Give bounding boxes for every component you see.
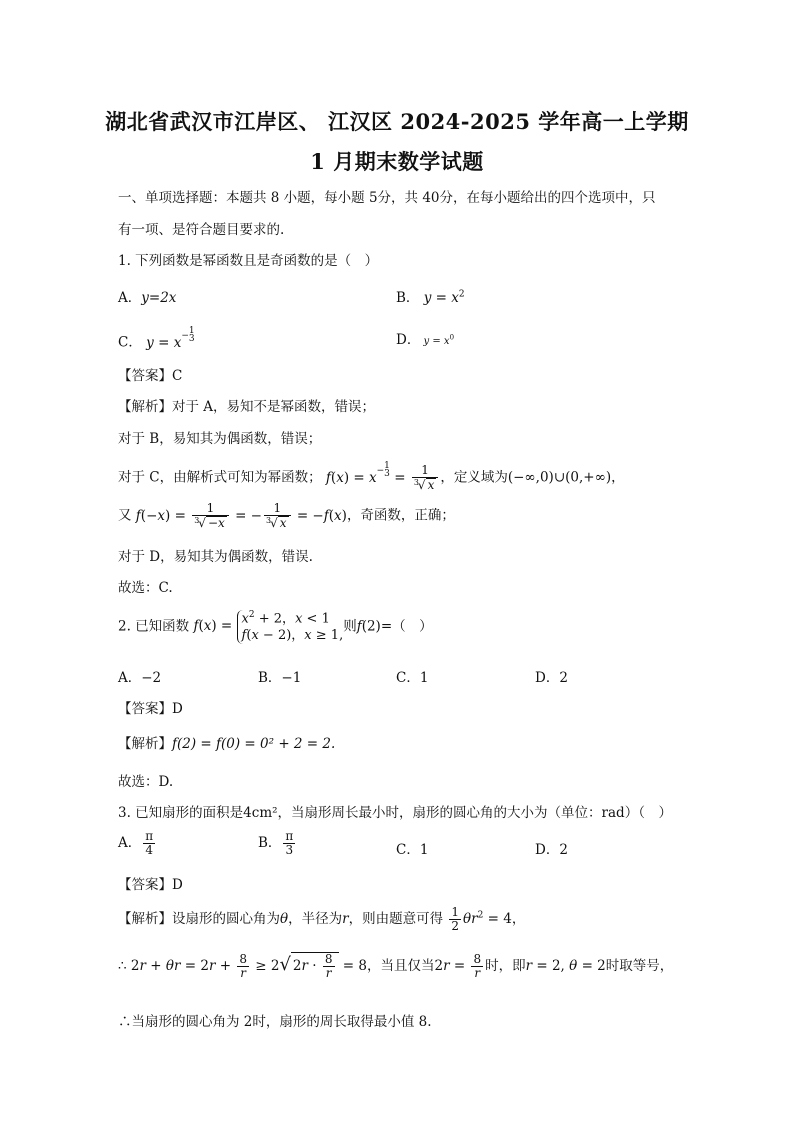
document-title-line1: 湖北省武汉市江岸区、 江汉区 2024-2025 学年高一上学期 [105,109,689,134]
q2-choose: 故选：D. [118,774,174,790]
q2-answer: 【答案】D [118,701,183,717]
q3-solution-values: r = 2, θ = 2 [525,958,606,975]
q1-option-c-label: C． [118,334,142,351]
q2-option-d: D．2 [535,670,568,686]
q1-option-a-label: A． [118,290,142,306]
q1-explanation-c-end: ， [611,469,625,486]
q1-option-b [396,286,465,306]
q3-option-b-frac: $\frac{\pi}{3}$ [285,829,294,858]
q2-stem-then: 则 [343,618,357,635]
q1-explanation-c-domain: (−∞,0)∪(0,+∞) [507,469,612,486]
q3-r: r [342,911,349,928]
q3-conclusion: ∴当扇形的圆心角为 2时，扇形的周长取得最小值 8. [118,1014,432,1030]
q2-explanation [118,732,335,752]
q3-explanation-equal-text: ，当且仅当 [366,958,435,975]
q3-stem-area: 4cm² [243,805,278,821]
q1-explanation-c-mid: ，定义域为 [440,469,508,486]
q1-explanation-c-formula: $f(x) = x^{-1 3}$ = $\frac{1}{^3√ x}$ [326,470,440,486]
q1-explanation-c-text: 对于 C，由解析式可知为幂函数； [118,469,322,486]
q3-stem-post: ，当扇形周长最小时，扇形的圆心角的大小为（单位：rad）（ ） [277,805,672,821]
q2-option-a: A．−2 [118,670,162,686]
q1-choose: 故选：C. [118,580,173,596]
section-intro-line1: 一、单项选择题：本题共 8 小题，每小题 5分，共 40分，在每小题给出的四个选项中，只 [118,190,656,206]
q2-stem-f2: f(2) [356,618,381,635]
q3-option-c: C．1 [396,842,429,858]
q1-explanation-line1 [118,395,375,415]
q3-explanation-when: 时，即 [485,958,526,975]
q1-option-b-label: B． [396,290,420,306]
q3-theta: θ [280,911,289,928]
q1-explanation-line2: 对于 B，易知其为偶函数，错误； [118,431,322,447]
q3-explanation-line2 [118,952,673,980]
section-intro-line2: 有一项、是符合题目要求的. [118,222,285,238]
q1-option-d-label: D． [396,332,421,348]
q3-stem [118,801,672,821]
q1-explanation-line4 [118,502,455,530]
q3-explanation-label: 【解析】 [118,911,172,928]
q1-option-b-expr: $y = x^2$ [423,289,465,306]
q3-explanation-line1 [118,906,525,933]
q2-piecewise-function: f(x) = $x^2 + 2$，x < 1 f(x − 2)，x ≥ 1, [193,610,344,643]
q3-area-equation: $\frac{1}{2}$ $\theta r^2 = 4$， [451,905,526,934]
q1-explanation-odd-formula: f(−x) = $\frac{1}{^3√ -x}$ = − $\frac{1}{^3√ x}$ = −f(x) [135,501,347,531]
q1-option-a-expr: y=2x [141,290,177,306]
q2-option-c: C．1 [396,670,429,686]
q3-equal-condition: 2r = $\frac{8}{r}$ [434,952,482,981]
q1-option-c [118,327,195,351]
q1-explanation-also: 又 [118,507,132,524]
q2-stem-pre: 2. 已知函数 [118,618,190,635]
q1-option-c-expr: $y = x^{-1 3}$ [146,326,195,351]
q3-answer: 【答案】D [118,877,183,893]
q2-explanation-expr: f(2) = f(0) = 0² + 2 = 2. [172,736,336,752]
q3-explanation-end: 时取等号， [605,958,674,975]
document-title-line2: 1 月期末数学试题 [310,149,484,174]
q3-option-b-label: B． [258,835,282,852]
q3-option-d: D．2 [535,842,568,858]
q2-explanation-label: 【解析】 [118,736,172,752]
q1-option-d-expr: $y = x^0$ [423,333,455,347]
q2-stem-end: =（ ） [380,618,433,635]
q3-option-a [118,830,157,857]
q1-option-d [396,328,454,348]
q1-answer: 【答案】C [118,368,183,384]
q1-explanation-line5: 对于 D，易知其为偶函数，错误. [118,549,313,565]
q2-stem [118,610,433,644]
q1-explanation-label: 【解析】 [118,399,172,415]
q3-option-b [258,830,297,857]
q1-explanation-text1: 对于 A，易知不是幂函数，错误； [172,399,376,415]
q3-explanation-text1: 设扇形的圆心角为 [172,911,280,928]
q1-explanation-odd-end: ，奇函数，正确； [346,507,455,524]
q3-explanation-text3: ，则由题意可得 [348,911,444,928]
q3-explanation-text2: ，半径为 [288,911,343,928]
q3-stem-pre: 3. 已知扇形的面积是 [118,805,244,821]
q3-option-a-label: A． [118,835,142,852]
q1-stem: 1. 下列函数是幂函数且是奇函数的是（ ） [118,253,379,269]
q1-option-a [118,286,176,306]
q3-inequality: ∴ 2r + θr = 2r + $\frac{8}{r}$ ≥ 2√ 2r · $\frac{8}{r}$ = 8 [118,952,367,981]
q2-option-b: B．−1 [258,670,302,686]
q3-option-a-frac: $\frac{\pi}{4}$ [145,829,154,858]
q1-explanation-line3 [118,462,625,492]
